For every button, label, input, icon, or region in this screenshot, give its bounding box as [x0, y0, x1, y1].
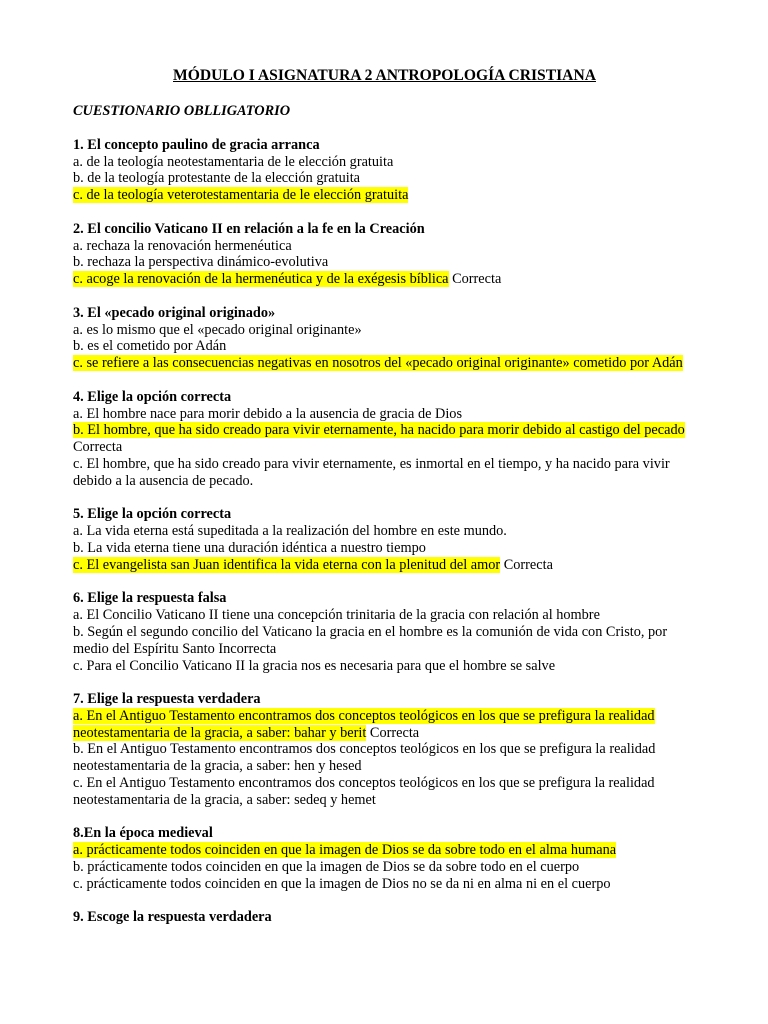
- answer-text: a. El Concilio Vaticano II tiene una concepción trinitaria de la gracia con relación al hombre: [73, 607, 600, 624]
- answer-text: b. de la teología protestante de la elección gratuita: [73, 170, 361, 187]
- answer-option: [73, 170, 696, 187]
- answer-option: [73, 422, 696, 456]
- highlighted-answer-text: c. de la teología veterotestamentaria de le elección gratuita: [73, 187, 409, 204]
- answer-option: [73, 355, 696, 372]
- question-block: [73, 506, 696, 573]
- answer-text: b. Según el segundo concilio del Vaticano la gracia en el hombre es la comunión de vida con Cristo, por medio del Espíritu Santo Incorrecta: [73, 623, 668, 657]
- answer-note: Correcta: [73, 439, 123, 456]
- question-block: [73, 909, 696, 926]
- highlighted-answer-text: c. El evangelista san Juan identifica la vida eterna con la plenitud del amor: [73, 556, 501, 573]
- answer-text: a. El hombre nace para morir debido a la ausencia de gracia de Dios: [73, 405, 463, 422]
- answer-text: c. El hombre, que ha sido creado para vivir eternamente, es inmortal en el tiempo, y ha nacido para vivir debido a la ausencia de pecado.: [73, 455, 670, 489]
- answer-text: b. es el cometido por Adán: [73, 338, 227, 355]
- answer-option: [73, 842, 696, 859]
- answer-text: b. En el Antiguo Testamento encontramos dos conceptos teológicos en los que se prefigura la realidad neotestamentaria de la gracia, a saber: hen y hesed: [73, 741, 656, 775]
- question-heading: 2. El concilio Vaticano II en relación a la fe en la Creación: [73, 220, 425, 237]
- answer-text: c. prácticamente todos coinciden en que la imagen de Dios no se da ni en alma ni en el cuerpo: [73, 875, 611, 892]
- answer-option: [73, 254, 696, 271]
- answer-option: [73, 322, 696, 339]
- question-heading: 1. El concepto paulino de gracia arranca: [73, 136, 320, 153]
- highlighted-answer-text: c. acoge la renovación de la hermenéutica y de la exégesis bíblica: [73, 271, 449, 288]
- answer-option: [73, 658, 696, 675]
- question-block: [73, 389, 696, 490]
- answer-option: [73, 775, 696, 809]
- question-block: [73, 137, 696, 204]
- answer-text: c. En el Antiguo Testamento encontramos dos conceptos teológicos en los que se prefigura la realidad neotestamentaria de la gracia, a saber: sedeq y hemet: [73, 775, 655, 808]
- question-heading: 7. Elige la respuesta verdadera: [73, 691, 261, 708]
- answer-option: [73, 557, 696, 574]
- question-block: [73, 691, 696, 809]
- answer-option: [73, 271, 696, 288]
- highlighted-answer-text: a. En el Antiguo Testamento encontramos dos conceptos teológicos en los que se prefigura la realidad neotestamentaria de la gracia, a saber: bahar y berit: [73, 707, 655, 741]
- highlighted-answer-text: a. prácticamente todos coinciden en que la imagen de Dios se da sobre todo en el alma humana: [73, 842, 617, 859]
- answer-option: [73, 540, 696, 557]
- answer-option: [73, 154, 696, 171]
- page-title: MÓDULO I ASIGNATURA 2 ANTROPOLOGÍA CRISTIANA: [173, 67, 596, 84]
- answer-text: b. rechaza la perspectiva dinámico-evolutiva: [73, 254, 329, 271]
- answer-text: b. prácticamente todos coinciden en que la imagen de Dios se da sobre todo en el cuerpo: [73, 859, 580, 876]
- question-heading: 6. Elige la respuesta falsa: [73, 590, 227, 607]
- highlighted-answer-text: c. se refiere a las consecuencias negativas en nosotros del «pecado original originante» cometido por Adán: [73, 355, 683, 372]
- answer-option: [73, 338, 696, 355]
- question-block: [73, 825, 696, 892]
- question-heading: 9. Escoge la respuesta verdadera: [73, 909, 272, 926]
- question-list: [73, 137, 696, 926]
- answer-option: [73, 876, 696, 893]
- answer-option: [73, 859, 696, 876]
- answer-option: [73, 607, 696, 624]
- answer-text: a. La vida eterna está supeditada a la realización del hombre en este mundo.: [73, 523, 507, 540]
- answer-option: [73, 238, 696, 255]
- question-block: [73, 305, 696, 372]
- question-block: [73, 590, 696, 674]
- answer-text: a. de la teología neotestamentaria de le elección gratuita: [73, 153, 394, 170]
- answer-option: [73, 624, 696, 658]
- highlighted-answer-text: b. El hombre, que ha sido creado para vivir eternamente, ha nacido para morir debido al castigo del pecado: [73, 422, 685, 439]
- answer-text: a. rechaza la renovación hermenéutica: [73, 237, 292, 254]
- answer-note: Correcta: [448, 271, 502, 288]
- answer-option: [73, 708, 696, 742]
- answer-text: a. es lo mismo que el «pecado original originante»: [73, 321, 362, 338]
- answer-text: b. La vida eterna tiene una duración idéntica a nuestro tiempo: [73, 539, 426, 556]
- answer-option: [73, 456, 696, 490]
- question-heading: 5. Elige la opción correcta: [73, 506, 232, 523]
- answer-option: [73, 523, 696, 540]
- answer-text: c. Para el Concilio Vaticano II la gracia nos es necesaria para que el hombre se salve: [73, 657, 556, 674]
- answer-option: [73, 406, 696, 423]
- page-subtitle: CUESTIONARIO OBLLIGATORIO: [73, 103, 291, 119]
- question-block: [73, 221, 696, 288]
- question-heading: 8.En la época medieval: [73, 825, 213, 842]
- question-heading: 3. El «pecado original originado»: [73, 304, 276, 321]
- answer-note: Correcta: [366, 724, 420, 741]
- question-heading: 4. Elige la opción correcta: [73, 388, 232, 405]
- answer-note: Correcta: [500, 556, 553, 573]
- answer-option: [73, 187, 696, 204]
- answer-option: [73, 741, 696, 775]
